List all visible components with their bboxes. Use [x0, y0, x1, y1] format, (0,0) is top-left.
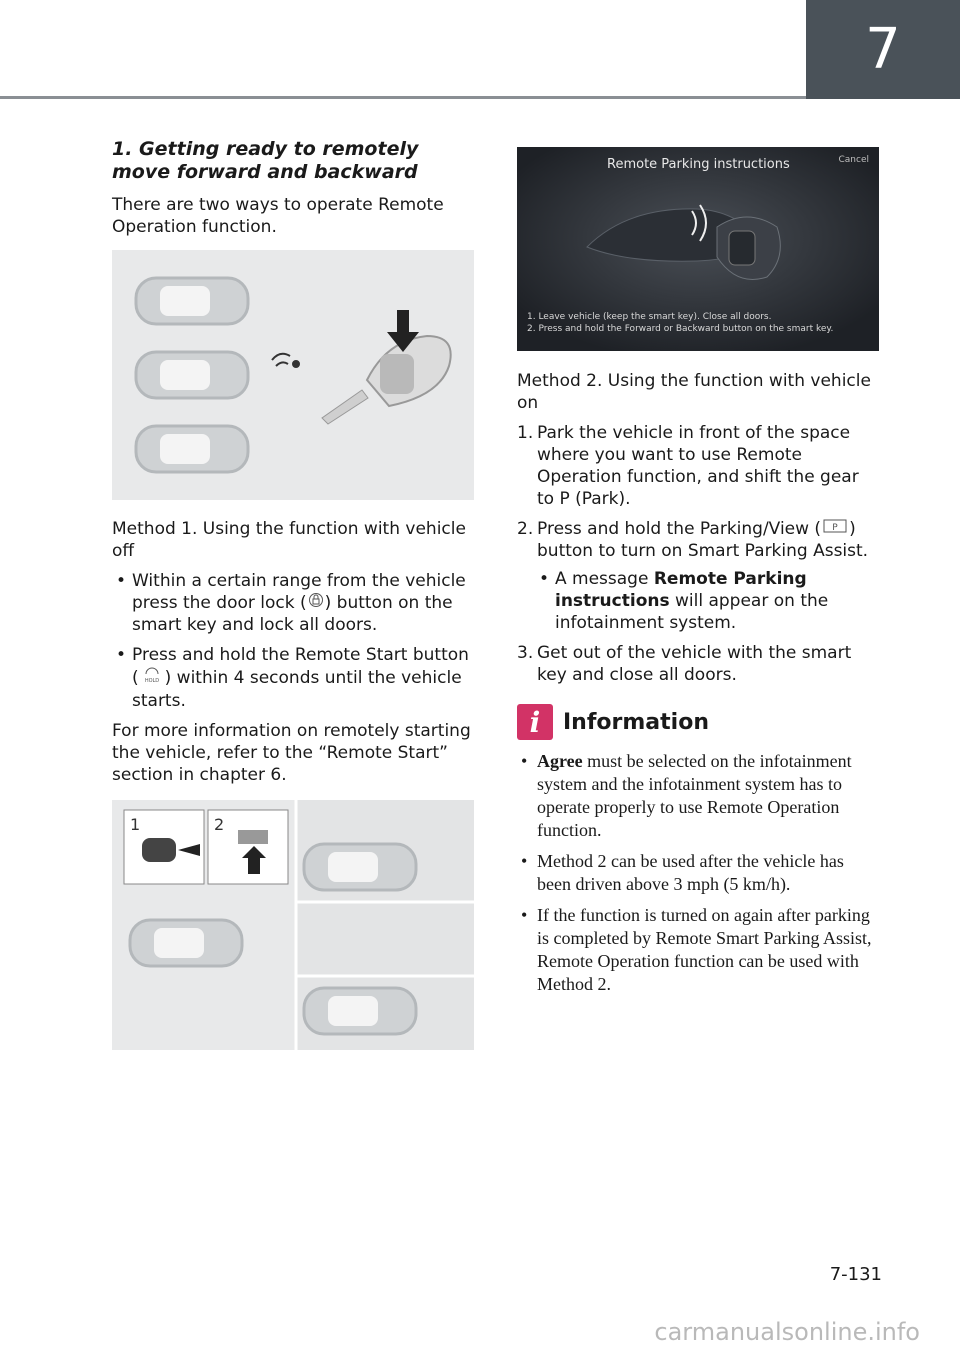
remote-start-hold-icon [141, 666, 163, 690]
parked-car-illustration [304, 844, 416, 890]
list-item: • A message Remote Parking instructions will appear on the infotainment system. [537, 568, 879, 634]
screen-instructions: 1. Leave vehicle (keep the smart key). Close all doors. 2. Press and hold the Forward or Backward button on the smart key. [527, 312, 834, 334]
method1-title: Method 1. Using the function with vehicle off [112, 519, 466, 561]
screen-title: Remote Parking instructions [607, 157, 790, 172]
section-heading: 1. Getting ready to remotely move forward and backward [112, 138, 419, 183]
cancel-button[interactable]: Cancel [838, 155, 869, 165]
list-item: 2. Press and hold the Parking/View ( P ) button to turn on Smart Parking Assist. • A message Remote Parking instructions will appear on the infotainment system. [517, 518, 879, 634]
information-list [517, 750, 879, 996]
door-lock-icon [309, 592, 323, 614]
parked-car-illustration [136, 426, 248, 472]
parking-view-button-icon [823, 518, 847, 540]
figure-method2-parking [112, 800, 474, 1050]
list-item: • If the function is turned on again after parking is completed by Remote Smart Parking Assist, Remote Operation function can be used with Method 2. [517, 904, 879, 996]
method2-title: Method 2. Using the function with vehicle on [517, 371, 871, 413]
list-item: 1. Park the vehicle in front of the space where you want to use Remote Operation function, and shift the gear to P (Park). [517, 423, 859, 509]
list-item: • Method 2 can be used after the vehicle has been driven above 3 mph (5 km/h). [517, 850, 879, 896]
chapter-tab: 7 [806, 0, 960, 99]
watermark: carmanualsonline.info [654, 1318, 920, 1346]
method2-steps [517, 422, 879, 686]
list-item: 3. Get out of the vehicle with the smart key and close all doors. [517, 643, 852, 685]
information-header [517, 704, 879, 740]
intro-text: There are two ways to operate Remote Operation function. [112, 195, 444, 237]
hold-label: HOLD [144, 678, 159, 684]
right-column [517, 370, 879, 1004]
more-info-text: For more information on remotely starting the vehicle, refer to the “Remote Start” section in chapter 6. [112, 721, 471, 785]
step2-sublist [537, 568, 879, 634]
parked-car-illustration [304, 988, 416, 1034]
figure-smart-key-lock [112, 250, 474, 500]
page-number: 7-131 [829, 1264, 882, 1285]
parked-car-illustration [136, 278, 248, 324]
header-rule [0, 96, 806, 99]
parked-car-illustration [136, 352, 248, 398]
information-title: Information [563, 709, 709, 735]
panel-label-2: 2 [214, 815, 225, 834]
vehicle-illustration [130, 920, 242, 966]
info-icon: i [517, 704, 553, 740]
list-item: • Press and hold the Remote Start button ( HOLD ) within 4 seconds until the vehicle starts. [112, 644, 474, 712]
figure-infotainment-screen [517, 147, 879, 351]
list-item: • Within a certain range from the vehicle press the door lock ( ) button on the smart key and lock all doors. [112, 570, 474, 636]
left-column [112, 138, 474, 1068]
method1-list [112, 570, 474, 712]
parking-p-label: P [832, 523, 838, 533]
panel-label-1: 1 [130, 815, 141, 834]
list-item: • Agree must be selected on the infotainment system and the infotainment system has to operate properly to use Remote Operation function. [517, 750, 879, 842]
